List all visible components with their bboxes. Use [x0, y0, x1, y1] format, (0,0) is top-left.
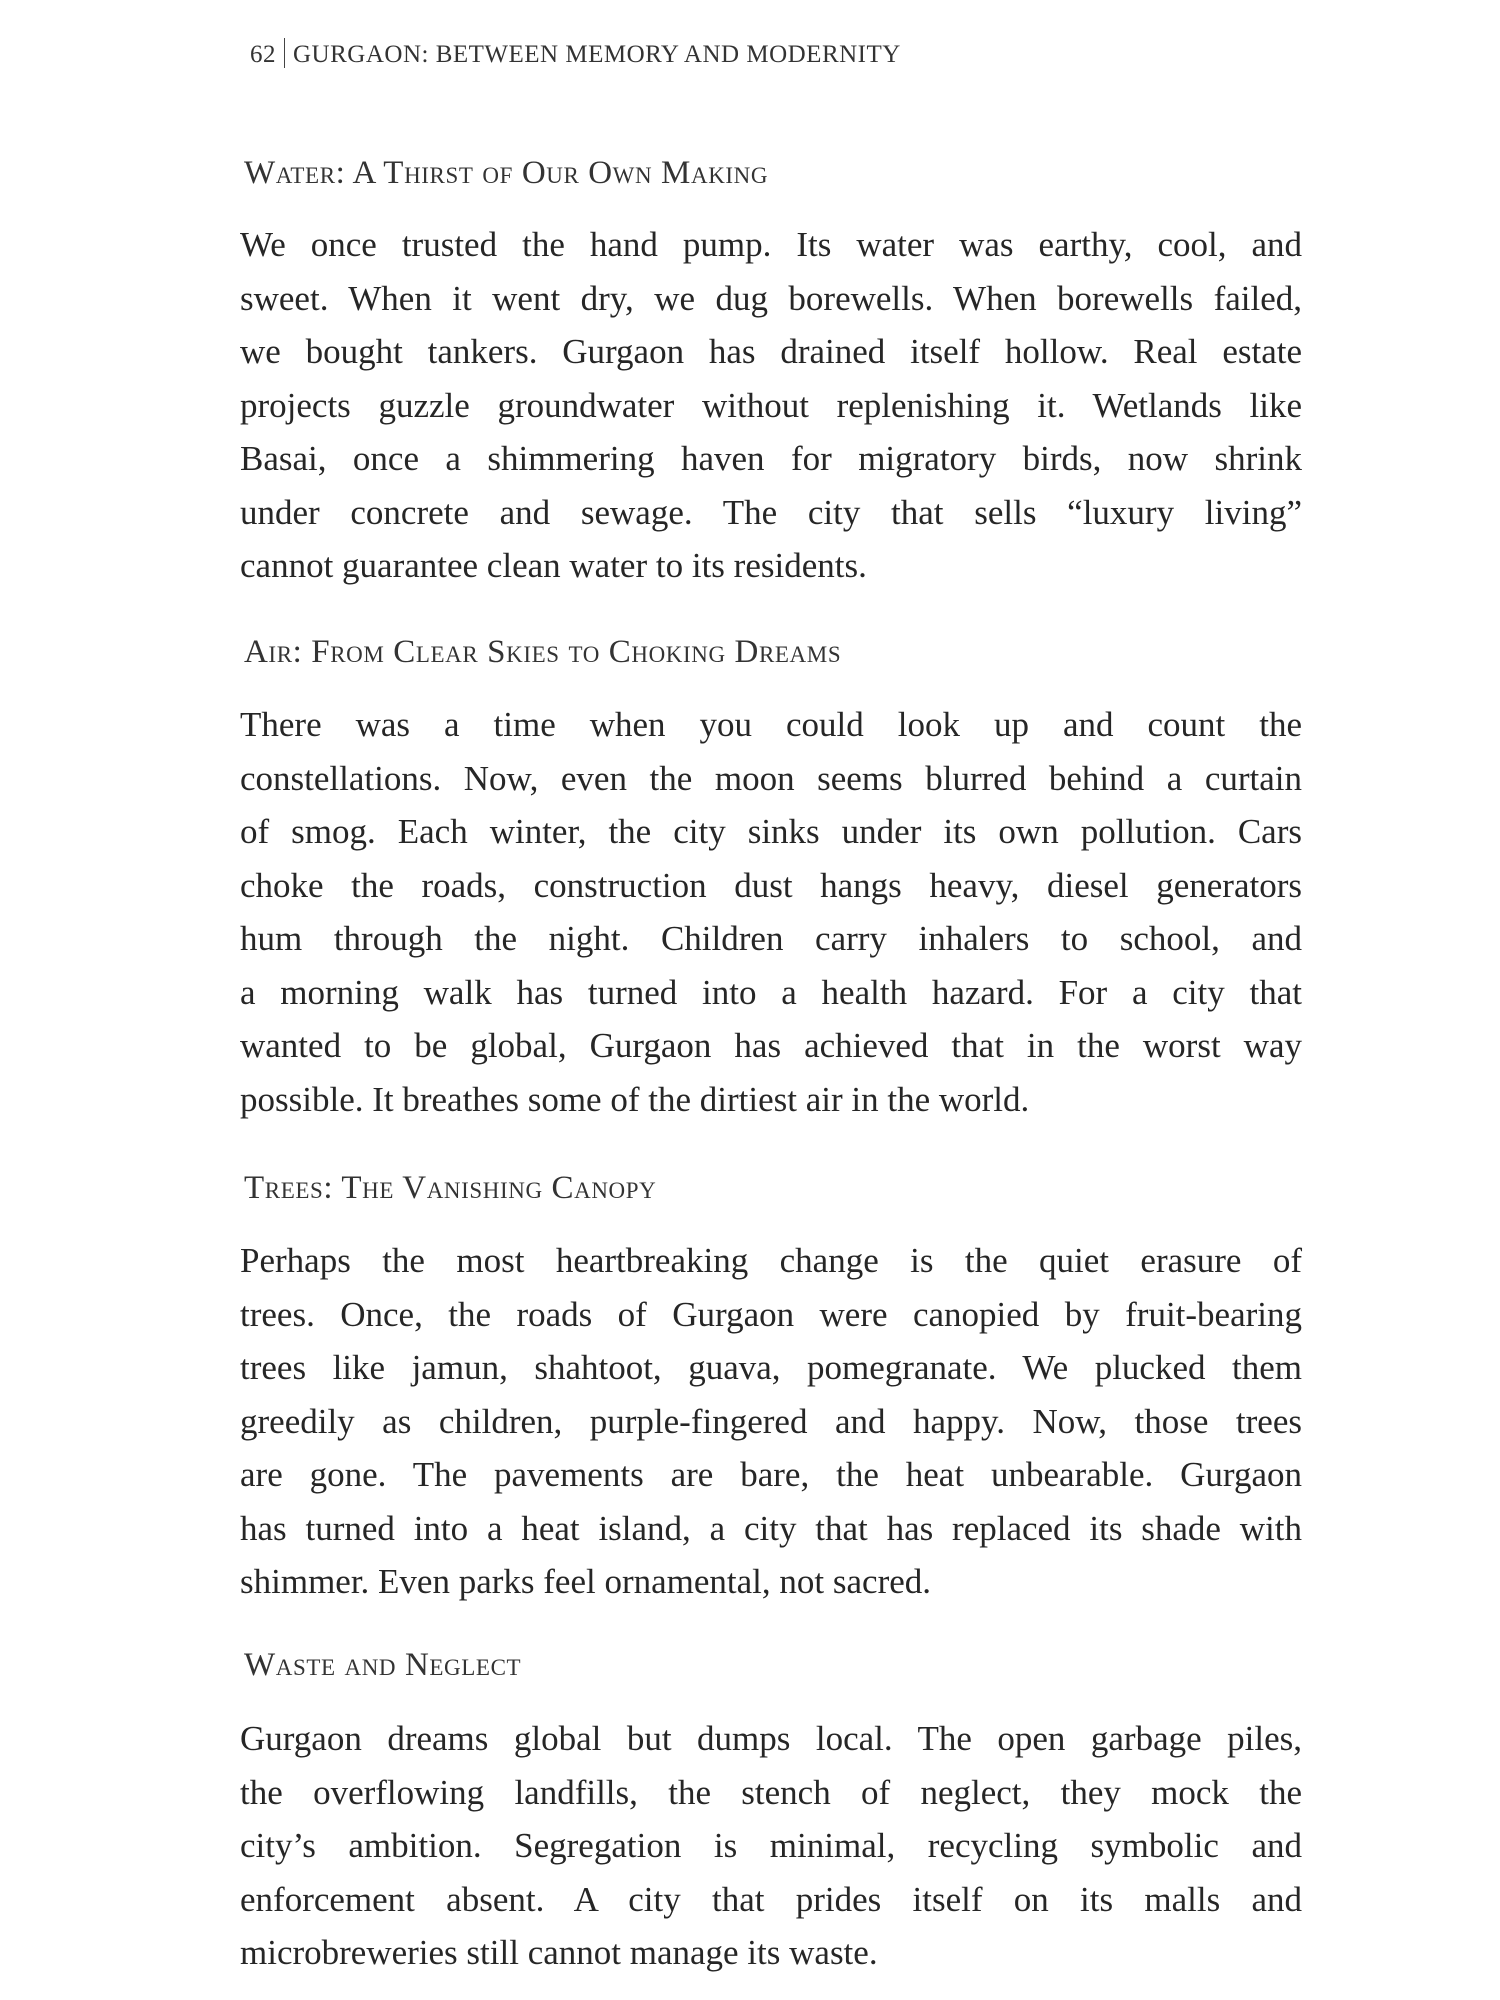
text-line: possible. It breathes some of the dirtiest air in the world.: [240, 1079, 1030, 1119]
text-line: greedily as children, purple-fingered and happy. Now, those trees: [240, 1401, 1302, 1441]
page-number: 62: [250, 41, 276, 68]
section-paragraph: [240, 1712, 1302, 1980]
text-line: a morning walk has turned into a health hazard. For a city that: [240, 972, 1302, 1012]
section-heading: Waste and Neglect: [244, 1647, 522, 1683]
text-line: microbreweries still cannot manage its waste.: [240, 1933, 878, 1972]
text-line: under concrete and sewage. The city that sells “luxury living”: [240, 492, 1302, 532]
section-heading: Water: A Thirst of Our Own Making: [244, 155, 769, 191]
text-line: trees. Once, the roads of Gurgaon were canopied by fruit-bearing: [240, 1294, 1302, 1334]
text-line: choke the roads, construction dust hangs heavy, diesel generators: [240, 865, 1302, 905]
text-line: sweet. When it went dry, we dug borewells. When borewells failed,: [240, 278, 1302, 318]
section-paragraph: [240, 1234, 1302, 1609]
text-line: trees like jamun, shahtoot, guava, pomegranate. We plucked them: [240, 1348, 1302, 1387]
text-line: There was a time when you could look up and count the: [240, 705, 1302, 744]
text-line: wanted to be global, Gurgaon has achieved that in the worst way: [240, 1026, 1302, 1065]
text-line: We once trusted the hand pump. Its water was earthy, cool, and: [240, 225, 1302, 264]
text-line: Basai, once a shimmering haven for migratory birds, now shrink: [240, 439, 1302, 478]
separator: [284, 38, 285, 68]
book-title: GURGAON: BETWEEN MEMORY AND MODERNITY: [293, 41, 901, 68]
running-head: [250, 38, 901, 69]
text-line: are gone. The pavements are bare, the heat unbearable. Gurgaon: [240, 1455, 1302, 1494]
text-line: Perhaps the most heartbreaking change is the quiet erasure of: [240, 1241, 1302, 1280]
text-line: has turned into a heat island, a city that has replaced its shade with: [240, 1508, 1302, 1548]
section-heading: Air: From Clear Skies to Choking Dreams: [244, 634, 842, 670]
text-line: the overflowing landfills, the stench of neglect, they mock the: [240, 1772, 1302, 1812]
text-line: cannot guarantee clean water to its residents.: [240, 546, 867, 585]
section-paragraph: [240, 698, 1302, 1126]
text-line: enforcement absent. A city that prides itself on its malls and: [240, 1879, 1302, 1919]
text-line: we bought tankers. Gurgaon has drained itself hollow. Real estate: [240, 332, 1302, 371]
text-line: shimmer. Even parks feel ornamental, not sacred.: [240, 1562, 932, 1601]
text-line: city’s ambition. Segregation is minimal, recycling symbolic and: [240, 1826, 1302, 1865]
text-line: projects guzzle groundwater without replenishing it. Wetlands like: [240, 385, 1302, 425]
text-line: Gurgaon dreams global but dumps local. The open garbage piles,: [240, 1719, 1302, 1758]
section-heading: Trees: The Vanishing Canopy: [244, 1170, 657, 1206]
text-line: constellations. Now, even the moon seems blurred behind a curtain: [240, 758, 1302, 798]
text-line: hum through the night. Children carry inhalers to school, and: [240, 919, 1302, 958]
text-line: of smog. Each winter, the city sinks under its own pollution. Cars: [240, 812, 1302, 851]
section-paragraph: [240, 218, 1302, 593]
